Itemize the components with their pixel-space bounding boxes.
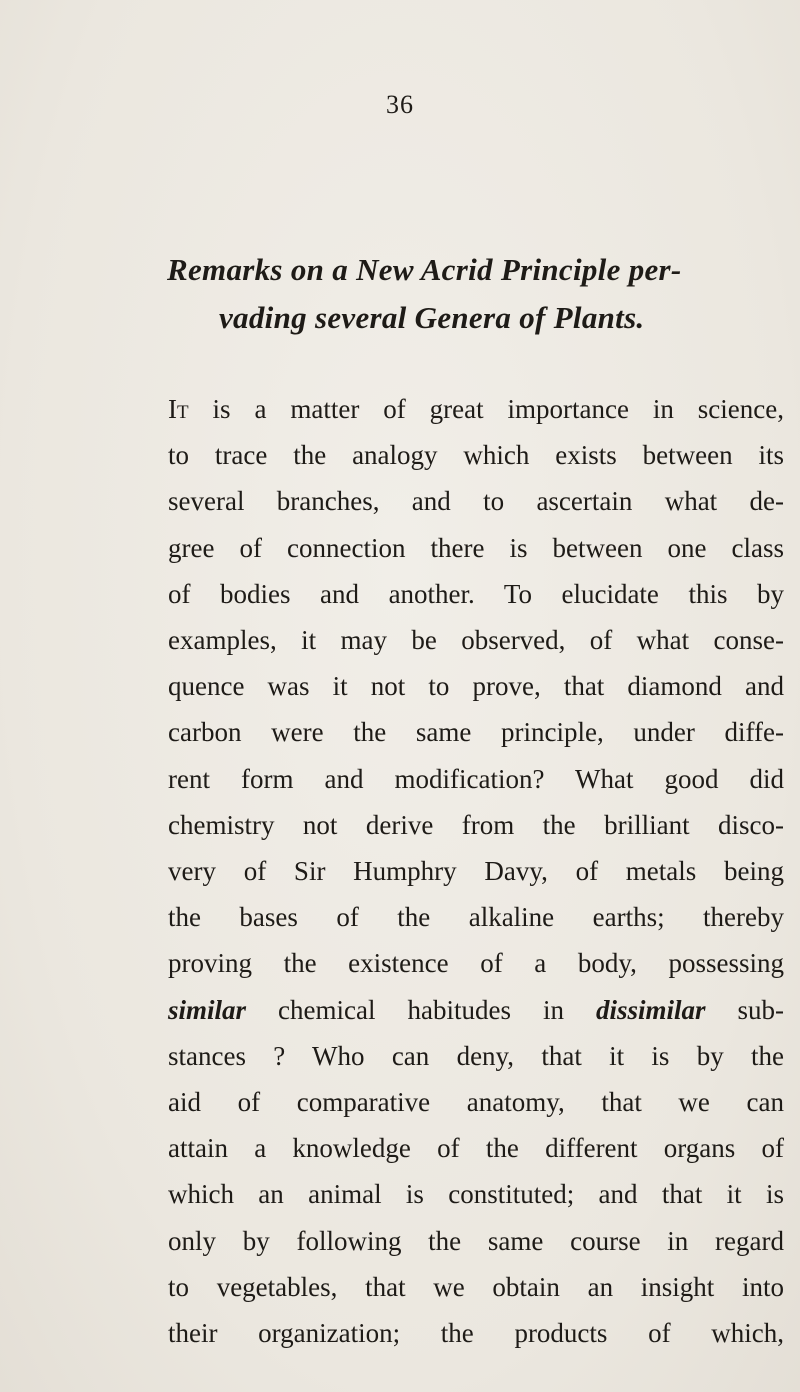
text-line-4: gree of connection there is between one class: [168, 532, 784, 563]
text-line-14-tail: sub-: [705, 994, 785, 1025]
text-line-10: chemistry not derive from the brilliant disco-: [168, 809, 784, 840]
text-line-19: only by following the same course in regard: [168, 1225, 784, 1256]
text-line-16: aid of comparative anatomy, that we can: [168, 1087, 784, 1118]
text-line-21: their organization; the products of which,: [168, 1318, 784, 1349]
emphasis-similar: similar: [168, 994, 247, 1025]
text-line-11: very of Sir Humphry Davy, of metals being: [168, 856, 784, 887]
article-title-line-2: vading several Genera of Plants.: [219, 300, 645, 335]
text-line-20: to vegetables, that we obtain an insight into: [168, 1271, 784, 1302]
text-line-13: proving the existence of a body, possessing: [168, 948, 784, 979]
text-line-18: which an animal is constituted; and that it is: [168, 1179, 784, 1210]
page-number: 36: [386, 90, 414, 119]
text-line-14-mid: chemical habitudes in: [246, 994, 596, 1025]
text-line-12: the bases of the alkaline earths; thereby: [168, 902, 784, 933]
text-line-3: several branches, and to ascertain what de-: [168, 486, 784, 517]
text-line-1-rest: is a matter of great importance in science,: [188, 394, 784, 424]
text-line-15: stances ? Who can deny, that it is by the: [168, 1040, 784, 1071]
text-line-9: rent form and modification? What good did: [168, 763, 784, 794]
body-paragraph: [168, 386, 784, 1356]
text-line-17: attain a knowledge of the different organs of: [168, 1133, 784, 1164]
text-line-1: [168, 386, 784, 432]
drop-word: It: [168, 394, 189, 424]
article-title: [167, 246, 787, 342]
text-line-7: quence was it not to prove, that diamond and: [168, 671, 784, 702]
article-title-line-1: Remarks on a New Acrid Principle per-: [167, 252, 682, 287]
text-line-8: carbon were the same principle, under diffe-: [168, 717, 784, 748]
emphasis-dissimilar: dissimilar: [595, 994, 706, 1025]
text-line-6: examples, it may be observed, of what conse-: [168, 625, 784, 656]
text-line-2: to trace the analogy which exists between its: [168, 440, 784, 471]
text-line-14: [168, 987, 784, 1033]
text-line-5: of bodies and another. To elucidate this by: [168, 578, 784, 609]
